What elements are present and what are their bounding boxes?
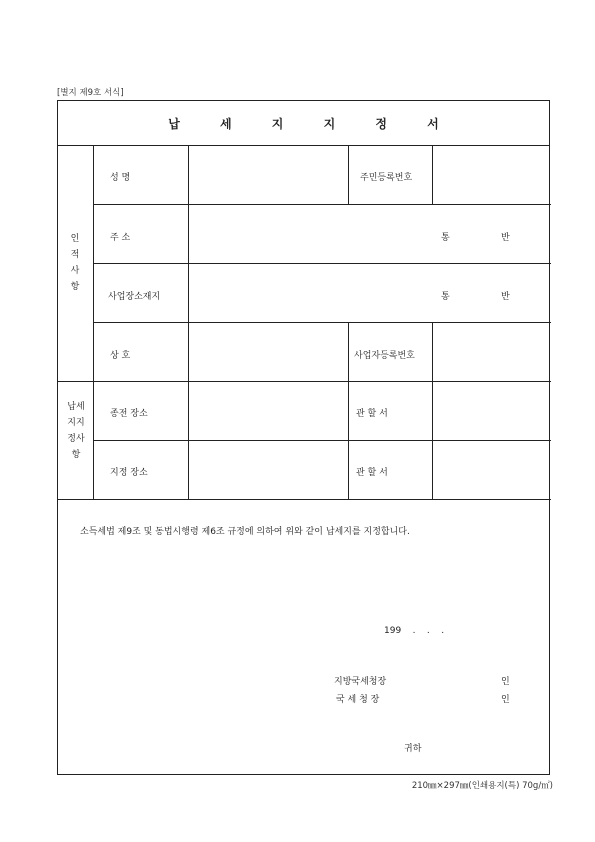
label-name: 성 명 <box>110 173 131 183</box>
label-address: 주 소 <box>110 233 131 243</box>
name-field[interactable] <box>189 147 347 203</box>
business-address-field[interactable] <box>189 264 550 321</box>
label-business-address: 사업장소재지 <box>108 292 161 302</box>
business-reg-number-field[interactable] <box>433 323 550 380</box>
label-trade-name: 상 호 <box>110 351 131 361</box>
seal-regional: 인 <box>501 677 510 687</box>
address-field[interactable] <box>189 205 550 262</box>
paper-spec: 210㎜×297㎜(인쇄용지(특) 70g/㎡) <box>411 781 553 791</box>
label-tong-1: 통 <box>441 233 450 243</box>
label-designated-place: 지정 장소 <box>110 468 148 478</box>
previous-place-field[interactable] <box>189 382 347 439</box>
statement-text: 소득세법 제9조 및 동법시행령 제6조 규정에 의하여 위와 같이 납세지를 지정합니다. <box>80 527 410 537</box>
form-code: [별지 제9호 서식] <box>57 88 124 98</box>
section-personal-label: 인적사항 <box>70 234 80 292</box>
label-jurisdiction-1: 관 할 서 <box>356 409 388 419</box>
label-ban-1: 반 <box>501 233 510 243</box>
resident-number-field[interactable] <box>433 147 550 203</box>
label-jurisdiction-2: 관 할 서 <box>356 468 388 478</box>
section-designation-label: 납세지지정사항 <box>67 402 85 460</box>
date-line: 199 . . . <box>384 626 445 636</box>
label-tong-2: 통 <box>441 292 450 302</box>
label-resident-number: 주민등록번호 <box>360 173 413 183</box>
jurisdiction-2-field[interactable] <box>433 441 550 498</box>
label-ban-2: 반 <box>501 292 510 302</box>
signer-national: 국 세 청 장 <box>336 695 380 705</box>
form-title: 납 세 지 지 정 서 <box>58 101 549 146</box>
signer-regional: 지방국세청장 <box>334 677 387 687</box>
label-business-reg-number: 사업자등록번호 <box>354 351 415 361</box>
designation-form <box>57 100 550 775</box>
seal-national: 인 <box>501 695 510 705</box>
jurisdiction-1-field[interactable] <box>433 382 550 439</box>
label-previous-place: 종전 장소 <box>110 409 148 419</box>
designated-place-field[interactable] <box>189 441 347 498</box>
addressee: 귀하 <box>404 744 422 754</box>
trade-name-field[interactable] <box>189 323 347 380</box>
